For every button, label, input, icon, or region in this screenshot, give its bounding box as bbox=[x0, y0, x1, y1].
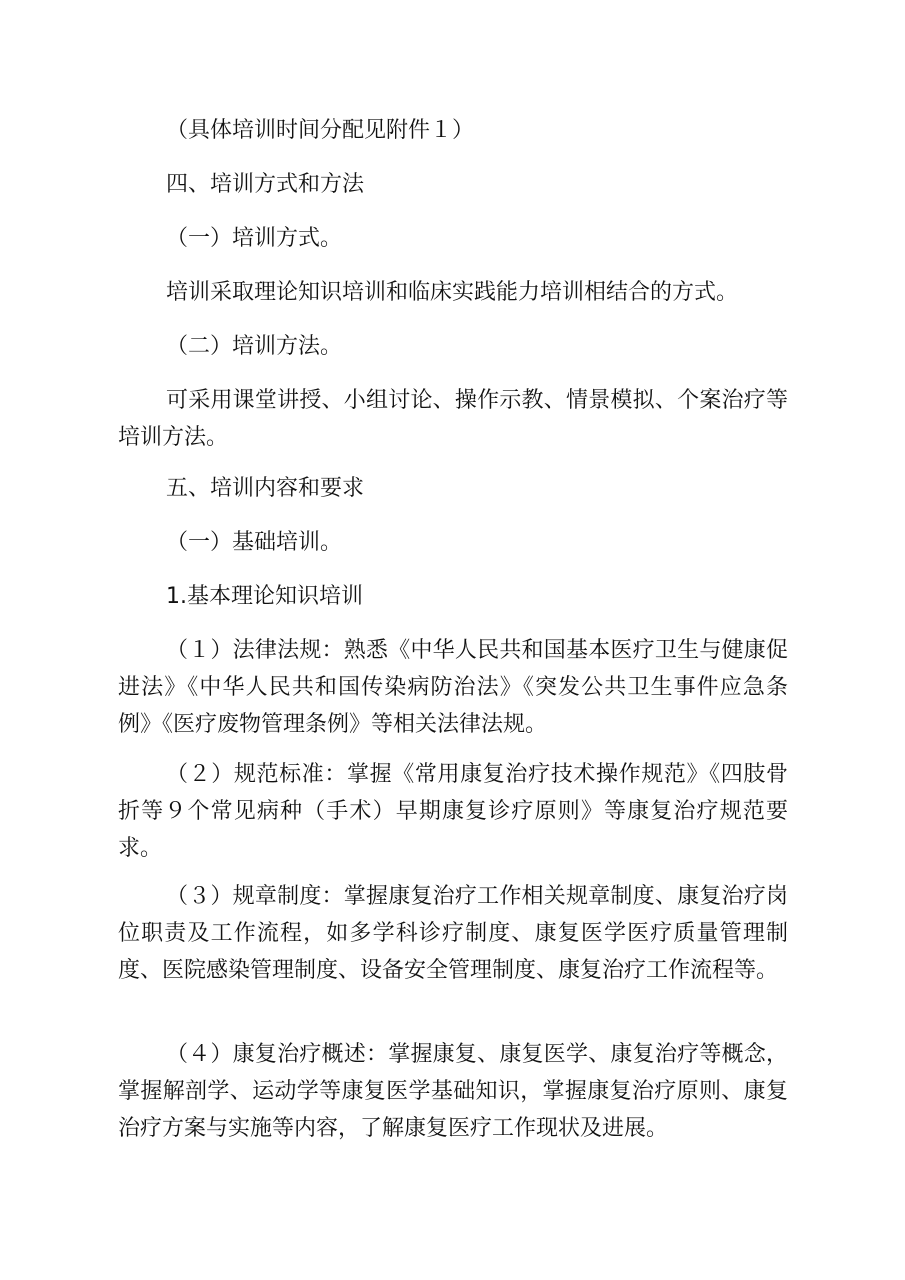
paragraph-standards: （２）规范标准：掌握《常用康复治疗技术操作规范》《四肢骨折等９个常见病种（手术）早期康复诊疗原则》等康复治疗规范要求。 bbox=[118, 762, 788, 861]
paragraph-training-method: 可采用课堂讲授、小组讨论、操作示教、情景模拟、个案治疗等培训方法。 bbox=[118, 388, 788, 450]
subheading-theory-training: 1.基本理论知识培训 bbox=[166, 584, 363, 609]
paragraph-training-schedule-note: （具体培训时间分配见附件１） bbox=[166, 118, 475, 143]
subheading-training-method: （二）培训方法。 bbox=[166, 334, 343, 359]
paragraph-rehab-overview: （４）康复治疗概述：掌握康复、康复医学、康复治疗等概念，掌握解剖学、运动学等康复医学基础知识，掌握康复治疗原则、康复治疗方案与实施等内容，了解康复医疗工作现状及进展。 bbox=[118, 1042, 788, 1141]
subheading-basic-training: （一）基础培训。 bbox=[166, 530, 343, 555]
heading-training-content: 五、培训内容和要求 bbox=[166, 476, 365, 501]
paragraph-training-mode: 培训采取理论知识培训和临床实践能力培训相结合的方式。 bbox=[166, 280, 739, 305]
heading-training-methods: 四、培训方式和方法 bbox=[166, 172, 365, 197]
paragraph-rules-systems: （３）规章制度：掌握康复治疗工作相关规章制度、康复治疗岗位职责及工作流程，如多学科诊疗制度、康复医学医疗质量管理制度、医院感染管理制度、设备安全管理制度、康复治疗工作流程等。 bbox=[118, 884, 788, 983]
subheading-training-mode: （一）培训方式。 bbox=[166, 226, 343, 251]
paragraph-laws-regulations: （１）法律法规：熟悉《中华人民共和国基本医疗卫生与健康促进法》《中华人民共和国传染病防治法》《突发公共卫生事件应急条例》《医疗废物管理条例》等相关法律法规。 bbox=[118, 638, 788, 737]
